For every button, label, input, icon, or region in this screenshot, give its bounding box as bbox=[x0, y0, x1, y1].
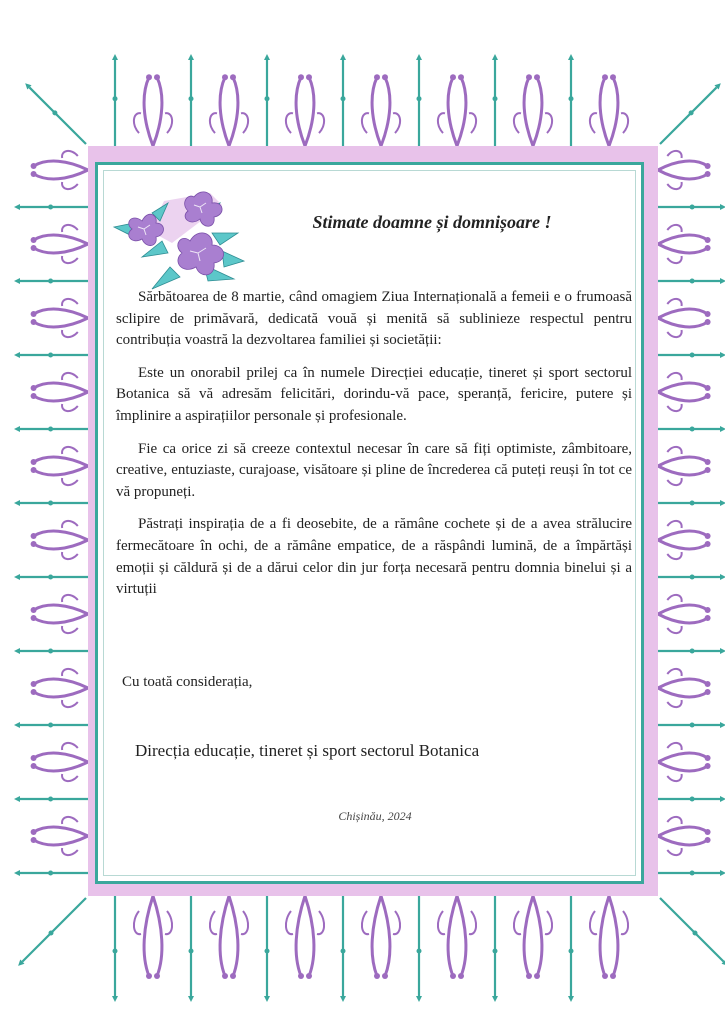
paragraph: Păstrați inspirația de a fi deosebite, de a rămâne cochete și de a avea strălucire fermecătoare în ochi, de a rămâne empatice, de a răspândi lumină, de a împărtăși emoții și căldură și de a dărui celor din jur forța necesară pentru domnia binelui și a virtuții bbox=[116, 516, 632, 598]
paragraph: Fie ca orice zi să creeze contextul necesar în care să fiți optimiste, zâmbitoare, creative, entuziaste, curajoase, visătoare și pline de încrederea că puteți reuși în tot ce vă propuneți. bbox=[116, 440, 632, 500]
paragraph: Este un onorabil prilej ca în numele Direcției educație, tineret și sport sectorul Botanica să vă adresăm felicitări, dorindu-vă pace, speranță, fericire, putere și împlinire a aspirațiilor personale și profesionale. bbox=[116, 364, 632, 424]
flower-bouquet-icon bbox=[112, 183, 248, 295]
letter-body bbox=[116, 287, 632, 612]
closing-greeting: Cu toată considerația, bbox=[122, 674, 253, 690]
letter-title: Stimate doamne și domnișoare ! bbox=[312, 212, 552, 232]
signature: Direcția educație, tineret și sport sectorul Botanica bbox=[135, 741, 480, 760]
paragraph: Sărbătoarea de 8 martie, când omagiem Ziua Internațională a femeii e o frumoasă sclipire de primăvară, dedicată vouă și menită să sublinieze respectul pentru contribuția voastră la dezvoltarea familiei și societății: bbox=[116, 289, 632, 349]
place-date: Chișinău, 2024 bbox=[338, 809, 412, 823]
